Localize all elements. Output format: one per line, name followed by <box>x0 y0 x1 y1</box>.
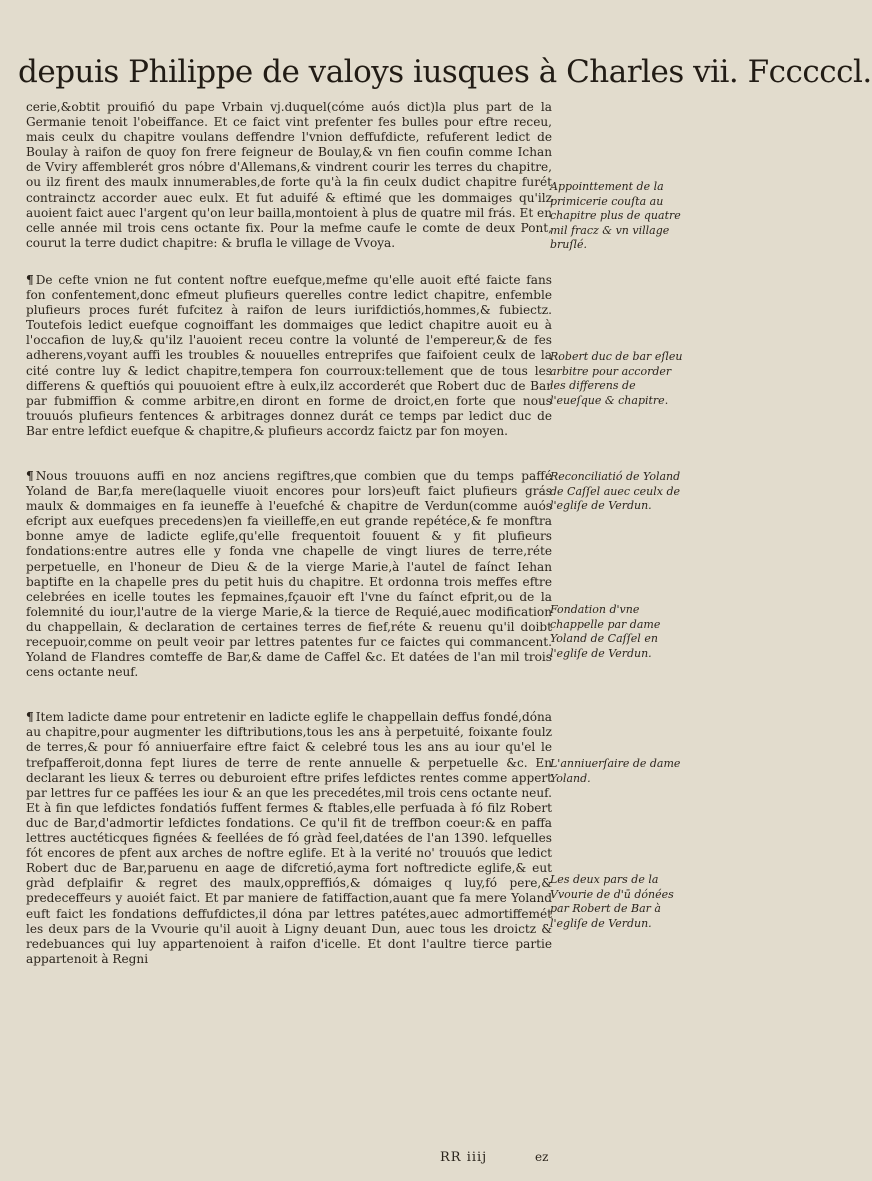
catchword: ez <box>535 1150 549 1164</box>
running-title: depuis Philippe de valoys iusques à Charles vii. Fcccccl. <box>18 54 872 90</box>
pilcrow-icon: ¶ <box>26 468 34 483</box>
paragraph-4 <box>26 710 552 967</box>
margin-note-6: Les deux pars de la Vvourie de d'ū dónées par Robert de Bar à l'egliſe de Verdun. <box>550 873 674 930</box>
pilcrow-icon: ¶ <box>26 710 34 725</box>
margin-note-3: Reconciliatió de Yoland de Caſſel auec ceulx de l'egliſe de Verdun. <box>550 470 681 512</box>
paragraph-3-text: Nous trouuons auffi en noz anciens regiftres,que combien que du temps paffé Yoland de Bar,fa mere(laquelle viuoit encores pour lors)euft faict plufieurs grás maulx & dommaiges en fa ieuneffe à l'euefché & chapitre de Verdun(comme auós efcript aux euefques precedens)en fa vieilleffe,en eut grande repétéce,& fe monftra bonne amye de ladicte eglife,qu'elle frequentoit fouuent & y fit plufieurs fondations:entre autres elle y fonda vne chapelle de vingt liures de terre,réte perpetuelle, en l'honeur de Dieu & de la vierge Marie,à l'autel de faínct Iehan baptifte en la chapelle pres du petit huis du chapitre. Et ordonna trois meffes eftre celebrées en icelle toutes les fepmaines,fçauoir eft l'vne du faínct efprit,ou de la folemnité du iour,l'autre de la vierge Marie,& la tierce de Requié,auec modification du chappellain, & declaration de certaines terres de fief,réte & reuenu qu'il doibt recepuoir,comme on peult veoir par lettres patentes fur ce faictes qui commancent. Yoland de Flandres comteffe de Bar,& dame de Caffel &c. Et datées de l'an mil trois cens octante neuf. <box>26 468 552 680</box>
paragraph-2 <box>26 273 552 439</box>
margin-note-4: Fondation d'vne chappelle par dame Yoland de Caſſel en l'egliſe de Verdun. <box>550 603 661 660</box>
margin-note-1: Appointtement de la primicerie couſta au chapitre plus de quatre mil fracz & vn village bruſlé. <box>550 180 681 251</box>
paragraph-3 <box>26 469 552 680</box>
paragraph-1: cerie,&obtit prouifió du pape Vrbain vj.duquel(cóme auós dict)la plus part de la Germanie tenoit l'obeiffance. Et ce faict vint prefenter fes bulles pour eftre receu, mais ceulx du chapitre voulans deffendre l'vnion deffufdicte, refuferent ledict de Boulay à raifon de quoy fon frere feigneur de Boulay,& vn fien coufin comme Ichan de Vviry affemblerét gros nóbre d'Allemans,& vindrent courir les terres du chapitre, ou ilz firent des maulx innumerables,de forte qu'à la fin ceulx dudict chapitre furét contrainctz accorder auec eulx. Et fut aduifé & eftimé que les dommaiges qu'ilz auoient faict auec l'argent qu'on leur bailla,montoient à plus de quatre mil frás. Et en celle année mil trois cens octante fix. Pour la mefme caufe le comte de deux Pont, courut la terre dudict chapitre: & brufla le village de Vvoya. <box>26 100 552 250</box>
pilcrow-icon: ¶ <box>26 272 34 287</box>
margin-note-2: Robert duc de bar eſleu arbitre pour accorder les differens de l'eueſque & chapitre. <box>550 350 683 407</box>
paragraph-2-text: De cefte vnion ne fut content noftre euefque,mefme qu'elle auoit efté faicte fans fon confentement,donc efmeut plufieurs querelles contre ledict chapitre, enfemble plufieurs proces furét fufcitez à raifon de leurs iurifdictiós,hommes,& fubiectz. Toutefois ledict euefque cognoiffant les dommaiges que ledict chapitre auoit eu à l'occafion de luy,& qu'ilz l'auoient receu contre la volunté de l'empereur,& de fes adherens,voyant auffi les troubles & nouuelles entreprifes que faifoient ceulx de la cité contre luy & ledict chapitre,tempera fon courroux:tellement que de tous les differens & queftiós qui pouuoient eftre à eulx,ilz accorderét que Robert duc de Bar par fubmiffion & comme arbitre,en diront en forme de droict,en forte que nous trouuós plufieurs fentences & arbitrages donnez durát ce temps par ledict duc de Bar entre lefdict euefque & chapitre,& plufieurs accordz faictz par fon moyen. <box>26 272 552 438</box>
main-text-column <box>26 100 552 985</box>
paragraph-4-text: Item ladicte dame pour entretenir en ladicte eglife le chappellain deffus fondé,dóna au chapitre,pour augmenter les diftributions,tous les ans à perpetuité, foixante foulz de terres,& pour fó anniuerfaire eftre faict & celebré tous les ans au iour qu'el le trefpafferoit,donna fept liures de terre de rente annuelle & perpetuelle &c. En declarant les lieux & terres ou deburoient eftre prifes lefdictes rentes comme appert par lettres fur ce paffées les iour & an que les precedétes,mil trois cens octante neuf. Et à fin que lefdictes fondatiós fuffent fermes & ftables,elle perfuada à fó filz Robert duc de Bar,d'admortir lefdictes fondations. Ce qu'il fit de treffbon coeur:& en paffa lettres auctéticques fignées & feellées de fó gràd feel,datées de l'an 1390. lefquelles fót encores de pfent aux arches de noftre eglife. Et à la verité no' trouuós que ledict Robert duc de Bar,paruenu en aage de difcretió,ayma fort noftredicte eglife,& eut gràd defplaifir & regret des maulx,oppreffiós,& dómaiges q luy,fó pere,& predeceffeurs y auoiét faict. Et par maniere de fatiffaction,auant que fa mere Yoland euft faict les fondations deffufdictes,il dóna par lettres patétes,auec admortiffemét les deux pars de la Vvourie qu'il auoit à Ligny deuant Dun, auec tous les droictz & redebuances qui luy appartenoient à raifon d'icelle. Et dont l'aultre tierce partie appartenoit à Regni <box>26 710 552 966</box>
margin-note-5: L'anniuerſaire de dame Yoland. <box>550 757 681 785</box>
signature-mark: RR iiij <box>440 1150 488 1165</box>
